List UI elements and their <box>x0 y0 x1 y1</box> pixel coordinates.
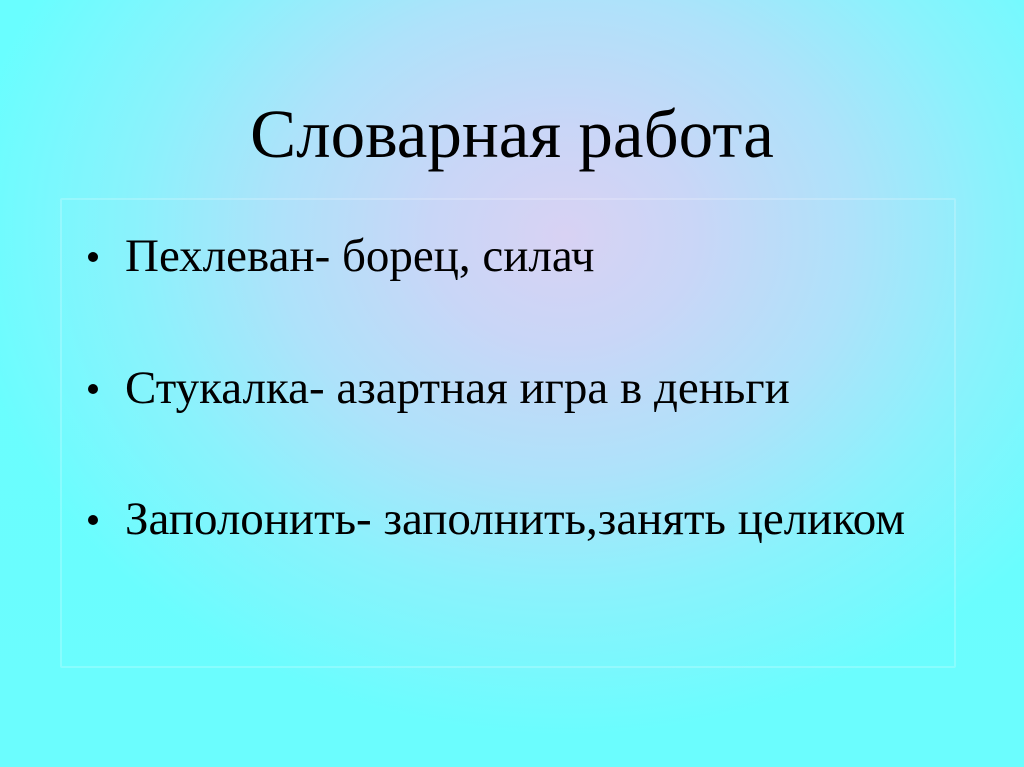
bullet-text: Пехлеван- борец, силач <box>125 230 595 282</box>
bullet-item <box>88 493 906 545</box>
bullet-dot-icon <box>88 384 98 394</box>
bullet-item <box>88 362 790 414</box>
bullet-dot-icon <box>88 515 98 525</box>
bullet-text: Заполонить- заполнить,занять целиком <box>125 493 906 545</box>
slide-title: Словарная работа <box>250 96 774 172</box>
bullet-item <box>88 230 595 282</box>
bullet-text: Стукалка- азартная игра в деньги <box>125 362 790 414</box>
bullet-dot-icon <box>88 252 98 262</box>
